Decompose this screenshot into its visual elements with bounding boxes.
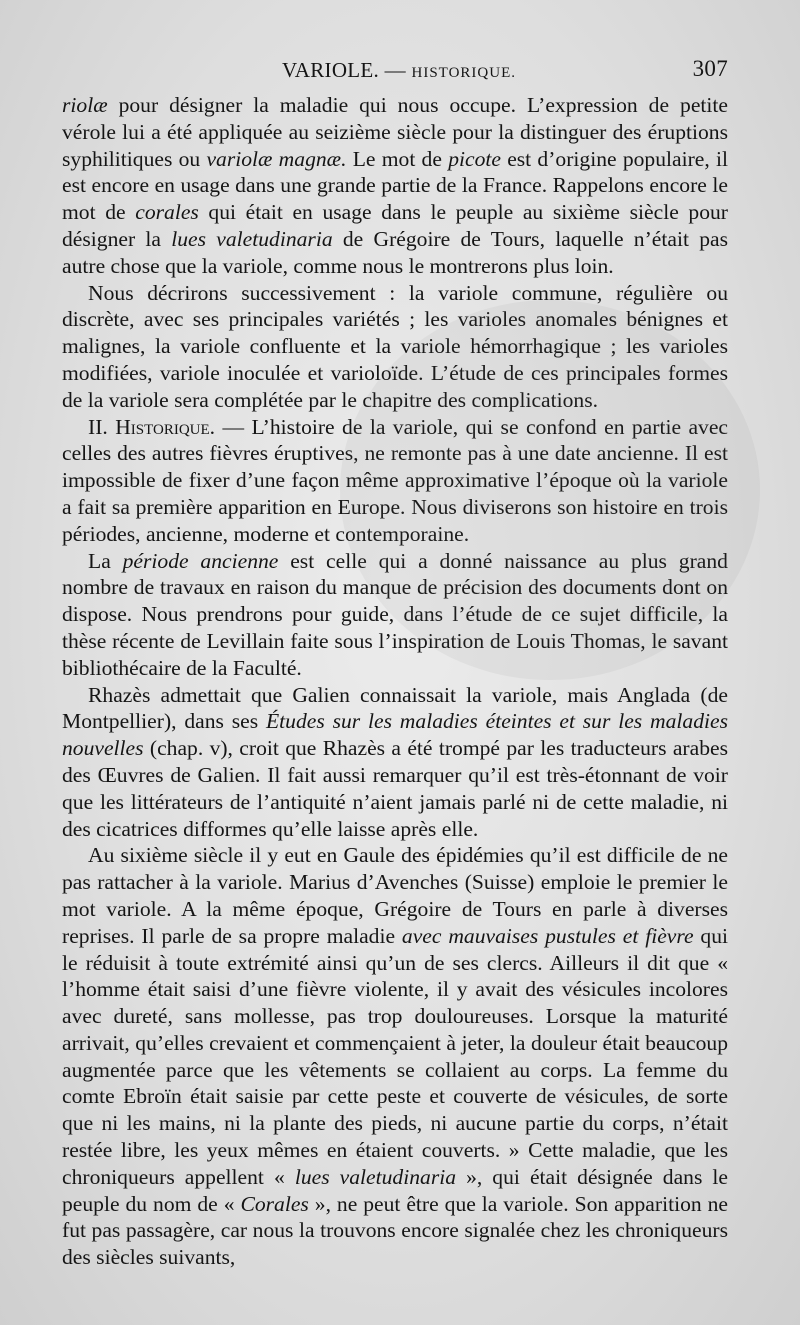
text-run: de Grégoire de Tours, laquelle n’était pas autre chose que la variole, comme nous le montrerons plus loin.	[62, 226, 728, 278]
running-head	[62, 52, 728, 92]
text-run: », qui était désignée dans le peuple du nom de «	[62, 1164, 728, 1216]
text-run: La	[88, 548, 123, 573]
running-title	[282, 58, 516, 83]
text-run: (chap. v), croit que Rhazès a été trompé par les traducteurs arabes des Œuvres de Galien. Il fait aussi remarquer qu’il est très-étonnant de voir que les littérateurs de l’antiquité n’aient jamais parlé ni de cette maladie, ni des cicatrices difformes qu’elle laisse après elle.	[62, 736, 728, 841]
text-run: », ne peut être que la variole. Son apparition ne fut pas passagère, car nous la trouvons encore signalée chez les chroniqueurs des siècles suivants,	[62, 1191, 728, 1270]
text-run: est celle qui a donné naissance au plus grand nombre de travaux en raison du manque de précision des documents dont on dispose. Nous prendrons pour guide, dans l’étude de ce sujet difficile, la thèse récente de Levillain faite sous l’inspiration de Louis Thomas, le savant bibliothécaire de la Faculté.	[62, 548, 728, 680]
italic-text: lues valetudinaria	[294, 1164, 457, 1189]
running-title-sub: HISTORIQUE.	[411, 65, 516, 81]
text-run: est d’origine populaire, il est encore en usage dans une grande partie de la France. Rappelons encore le mot de	[62, 146, 728, 225]
paragraph-p6	[62, 842, 728, 1271]
paragraph-p2	[62, 280, 728, 414]
body-text	[62, 92, 728, 1271]
italic-text: corales	[135, 200, 199, 225]
text-run: qui le réduisit à toute extrémité ainsi qu’un de ses clercs. Ailleurs il dit que « l’homme était saisi d’une fièvre violente, il y avait des vésicules incolores avec dureté, sans mollesse, pas trop douloureuses. Lorsque la maturité arrivait, qu’elles crevaient et commençaient à jeter, la douleur était beaucoup augmentée parce que les vêtements se collaient au corps. La femme du comte Ebroïn était saisie par cette peste et couverte de vésicules, de sorte que ni les mains, ni la plante des pieds, ni aucune partie du corps, n’était restée libre, les yeux mêmes en étaient couverts. » Cette maladie, que les chroniqueurs appellent «	[62, 923, 728, 1189]
paragraph-p5	[62, 682, 728, 843]
text-run: Rhazès admettait que Galien connaissait la variole, mais Anglada (de Montpellier), dans ses	[62, 682, 728, 734]
paragraph-p3	[62, 414, 728, 548]
text-run: pour désigner la maladie qui nous occupe. L’expression de petite vérole lui a été appliquée au seizième siècle pour la distinguer des éruptions syphilitiques ou	[62, 93, 728, 171]
running-title-dash: —	[379, 58, 412, 82]
text-run: — L’histoire de la variole, qui se confond en partie avec celles des autres fièvres éruptives, ne remonte pas à une date ancienne. Il est impossible de fixer d’une façon même approximative l’époque où la variole a fait sa première apparition en Europe. Nous diviserons son histoire en trois périodes, ancienne, moderne et contemporaine.	[62, 414, 728, 546]
page-number: 307	[692, 56, 728, 81]
italic-text: riolæ	[62, 93, 108, 117]
text-run: Nous décrirons successivement : la variole commune, régulière ou discrète, avec ses principales variétés ; les varioles anomales bénignes et malignes, la variole confluente et la variole hémorrhagique ; les varioles modifiées, variole inoculée et varioloïde. L’étude de ces principales formes de la variole sera complétée par le chapitre des complications.	[62, 280, 728, 412]
italic-text: période ancienne	[122, 548, 279, 573]
text-run: Au sixième siècle il y eut en Gaule des épidémies qu’il est difficile de ne pas rattacher à la variole. Marius d’Avenches (Suisse) emploie le premier le mot variole. A la même époque, Grégoire de Tours en parle à diverses reprises. Il parle de sa propre maladie	[62, 843, 728, 948]
italic-text: Études sur les maladies éteintes et sur les maladies nouvelles	[62, 709, 728, 761]
text-run: Le mot de	[346, 146, 449, 171]
text-run: qui était en usage dans le peuple au sixième siècle pour désigner la	[62, 200, 728, 251]
text-run: II.	[88, 414, 116, 439]
running-title-main: VARIOLE.	[282, 58, 380, 82]
italic-text: variolæ magnæ.	[206, 146, 347, 171]
paragraph-p1	[62, 92, 728, 280]
italic-text: Corales	[240, 1191, 309, 1216]
italic-text: avec mauvaises pustules et fièvre	[401, 923, 694, 948]
paragraph-p4	[62, 548, 728, 682]
italic-text: lues valetudinaria	[171, 226, 333, 251]
italic-text: picote	[448, 146, 501, 171]
small-caps-text: Historique.	[115, 414, 216, 439]
